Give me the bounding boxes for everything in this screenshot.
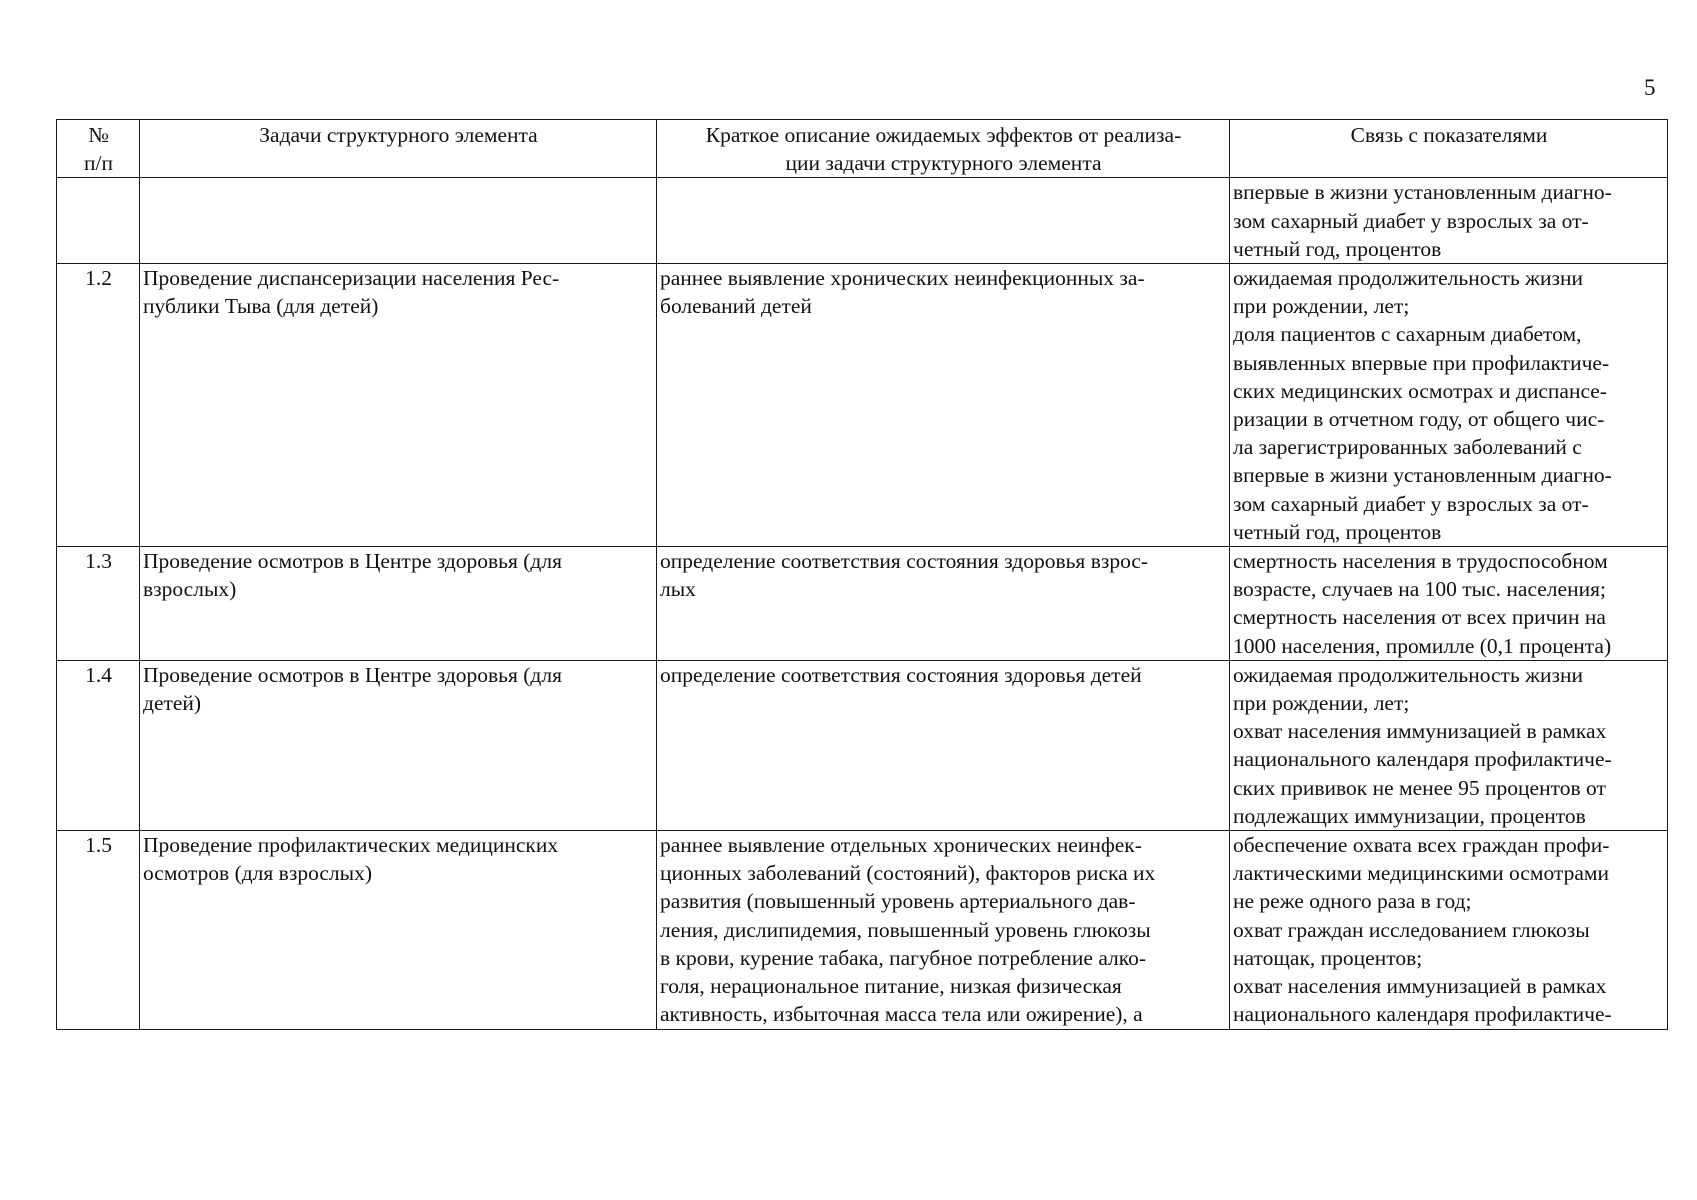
indicator-cell <box>1230 264 1668 547</box>
indicator-cell <box>1230 660 1668 830</box>
effect-line: голя, нерациональное питание, низкая физическая <box>660 974 1122 999</box>
row-number: 1.3 <box>85 549 112 574</box>
indicator-cell <box>1230 178 1668 264</box>
indicator-line: четный год, процентов <box>1233 519 1442 544</box>
task-line: осмотров (для взрослых) <box>143 861 372 886</box>
table-row <box>57 178 1668 264</box>
row-number-cell <box>57 660 140 830</box>
indicator-line: доля пациентов с сахарным диабетом, <box>1233 322 1582 347</box>
indicator-line: ожидаемая продолжительность жизни <box>1233 266 1583 291</box>
effect-line: в крови, курение табака, пагубное потребление алко- <box>660 945 1147 970</box>
header-num <box>57 120 140 178</box>
task-line: Проведение профилактических медицинских <box>143 833 559 858</box>
header-row <box>57 120 1668 178</box>
task-line: Проведение осмотров в Центре здоровья (для <box>143 549 562 574</box>
tasks-table <box>56 119 1668 1030</box>
header-num-line: п/п <box>84 151 113 176</box>
effect-line: лых <box>660 577 696 602</box>
page-number: 5 <box>1644 75 1656 100</box>
indicator-line: ских прививок не менее 95 процентов от <box>1233 775 1606 800</box>
effect-line: определение соответствия состояния здоровья детей <box>660 662 1142 687</box>
row-number-cell <box>57 264 140 547</box>
effect-line: ления, дислипидемия, повышенный уровень глюкозы <box>660 917 1151 942</box>
task-cell <box>140 547 657 661</box>
indicator-cell <box>1230 831 1668 1029</box>
indicator-line: подлежащих иммунизации, процентов <box>1233 803 1586 828</box>
task-line: публики Тыва (для детей) <box>143 294 379 319</box>
effect-cell <box>657 264 1230 547</box>
indicator-line: четный год, процентов <box>1233 236 1442 261</box>
header-effects-line: Краткое описание ожидаемых эффектов от реализа- <box>705 123 1182 147</box>
indicator-line: ризации в отчетном году, от общего чис- <box>1233 407 1605 432</box>
indicator-line: ла зарегистрированных заболеваний с <box>1233 435 1582 460</box>
header-num-line: № <box>88 123 109 147</box>
indicator-line: 1000 населения, промилле (0,1 процента) <box>1233 633 1612 658</box>
task-line: Проведение диспансеризации населения Рес- <box>143 266 560 291</box>
indicator-line: зом сахарный диабет у взрослых за от- <box>1233 491 1589 516</box>
indicator-line: смертность населения от всех причин на <box>1233 605 1606 630</box>
table-row <box>57 547 1668 661</box>
header-indicators-line: Связь с показателями <box>1350 123 1548 147</box>
indicator-line: возрасте, случаев на 100 тыс. населения; <box>1233 577 1606 602</box>
indicator-line: охват населения иммунизацией в рамках <box>1233 974 1607 999</box>
indicator-line: смертность населения в трудоспособном <box>1233 549 1608 574</box>
task-cell <box>140 264 657 547</box>
indicator-line: впервые в жизни установленным диагно- <box>1233 463 1612 488</box>
indicator-line: охват граждан исследованием глюкозы <box>1233 917 1590 942</box>
indicator-line: национального календаря профилактиче- <box>1233 1002 1612 1027</box>
indicator-line: лактическими медицинскими осмотрами <box>1233 861 1609 886</box>
indicator-line: при рождении, лет; <box>1233 691 1410 716</box>
task-line: детей) <box>143 691 202 716</box>
table-body <box>57 178 1668 1029</box>
header-tasks-line: Задачи структурного элемента <box>259 123 538 147</box>
effect-cell <box>657 178 1230 264</box>
header-effects <box>657 120 1230 178</box>
row-number-cell <box>57 831 140 1029</box>
row-number: 1.5 <box>85 833 112 858</box>
indicator-line: впервые в жизни установленным диагно- <box>1233 180 1612 205</box>
effect-line: болеваний детей <box>660 294 812 319</box>
indicator-line: национального календаря профилактиче- <box>1233 747 1612 772</box>
effect-line: развития (повышенный уровень артериального дав- <box>660 889 1136 914</box>
indicator-line: ожидаемая продолжительность жизни <box>1233 662 1583 687</box>
row-number-cell <box>57 178 140 264</box>
indicator-line: натощак, процентов; <box>1233 945 1423 970</box>
indicator-line: обеспечение охвата всех граждан профи- <box>1233 833 1610 858</box>
effect-line: раннее выявление отдельных хронических неинфек- <box>660 833 1142 858</box>
table-header <box>57 120 1668 178</box>
effect-cell <box>657 660 1230 830</box>
indicator-line: при рождении, лет; <box>1233 294 1410 319</box>
effect-line: ционных заболеваний (состояний), факторов риска их <box>660 861 1156 886</box>
table-row <box>57 660 1668 830</box>
row-number: 1.4 <box>85 662 112 687</box>
indicator-line: охват населения иммунизацией в рамках <box>1233 719 1607 744</box>
task-line: взрослых) <box>143 577 237 602</box>
indicator-line: зом сахарный диабет у взрослых за от- <box>1233 208 1589 233</box>
row-number-cell <box>57 547 140 661</box>
header-effects-line: ции задачи структурного элемента <box>785 151 1102 176</box>
task-cell <box>140 660 657 830</box>
effect-line: определение соответствия состояния здоровья взрос- <box>660 549 1149 574</box>
table-row <box>57 831 1668 1029</box>
task-cell <box>140 831 657 1029</box>
indicator-line: выявленных впервые при профилактиче- <box>1233 350 1610 375</box>
header-indicators <box>1230 120 1668 178</box>
task-cell <box>140 178 657 264</box>
indicator-cell <box>1230 547 1668 661</box>
effect-cell <box>657 831 1230 1029</box>
effect-cell <box>657 547 1230 661</box>
indicator-line: не реже одного раза в год; <box>1233 889 1472 914</box>
effect-line: активность, избыточная масса тела или ожирение), а <box>660 1002 1143 1027</box>
row-number: 1.2 <box>85 266 112 291</box>
task-line: Проведение осмотров в Центре здоровья (для <box>143 662 562 687</box>
table-row <box>57 264 1668 547</box>
effect-line: раннее выявление хронических неинфекционных за- <box>660 266 1145 291</box>
indicator-line: ских медицинских осмотрах и диспансе- <box>1233 378 1607 403</box>
header-tasks <box>140 120 657 178</box>
